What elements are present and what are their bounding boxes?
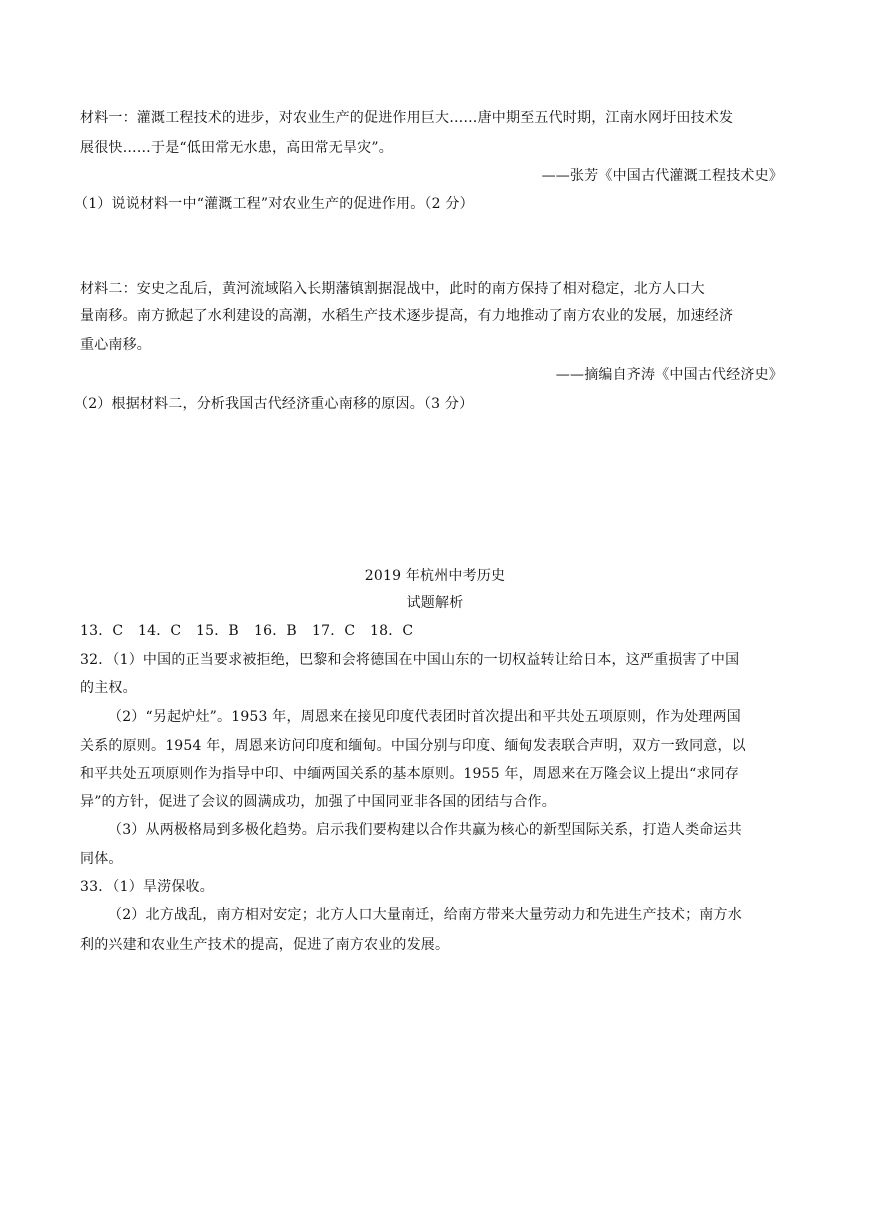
choice-answer: 16．B xyxy=(254,623,297,639)
q32-p2-line4: 异”的方针，促进了会议的圆满成功，加强了中国同亚非各国的团结与合作。 xyxy=(80,794,556,810)
material1-line2: 展很快……于是“低田常无水患，高田常无旱灾”。 xyxy=(80,140,393,156)
material2-line3: 重心南移。 xyxy=(80,337,151,353)
answer-title: 2019 年杭州中考历史 xyxy=(364,568,506,584)
q33-p2-line1: （2）北方战乱，南方相对安定；北方人口大量南迁，给南方带来大量劳动力和先进生产技术；南方水 xyxy=(108,907,742,923)
question1: （1）说说材料一中“灌溉工程”对农业生产的促进作用。（2 分） xyxy=(74,196,474,212)
choice-answer: 13．C xyxy=(80,623,124,639)
choice-answer: 18．C xyxy=(370,623,414,639)
choice-answers xyxy=(80,621,790,641)
material2-line1: 材料二：安史之乱后，黄河流域陷入长期藩镇割据混战中，此时的南方保持了相对稳定，北方人口大 xyxy=(80,281,705,297)
answer-subtitle: 试题解析 xyxy=(406,595,464,611)
q32-p1-line1: 32．（1）中国的正当要求被拒绝，巴黎和会将德国在中国山东的一切权益转让给日本，这严重损害了中国 xyxy=(80,652,740,668)
q32-p2-line3: 和平共处五项原则作为指导中印、中缅两国关系的基本原则。1955 年，周恩来在万隆会议上提出“求同存 xyxy=(80,766,740,782)
q32-p3-line2: 同体。 xyxy=(80,851,123,867)
q33-p2-line2: 利的兴建和农业生产技术的提高，促进了南方农业的发展。 xyxy=(80,937,450,953)
material2-line2: 量南移。南方掀起了水利建设的高潮，水稻生产技术逐步提高，有力地推动了南方农业的发展，加速经济 xyxy=(80,308,734,324)
choice-answer: 15．B xyxy=(196,623,239,639)
q32-p2-line1: （2）“另起炉灶”。1953 年，周恩来在接见印度代表团时首次提出和平共处五项原则，作为处理两国 xyxy=(108,709,741,725)
question2: （2）根据材料二，分析我国古代经济重心南移的原因。（3 分） xyxy=(74,396,474,412)
choice-answer: 14．C xyxy=(138,623,182,639)
q32-p2-line2: 关系的原则。1954 年，周恩来访问印度和缅甸。中国分别与印度、缅甸发表联合声明，双方一致同意，以 xyxy=(80,738,746,754)
q32-p1-line2: 的主权。 xyxy=(80,680,137,696)
material1-source: ——张芳《中国古代灌溉工程技术史》 xyxy=(541,168,783,184)
choice-answer: 17．C xyxy=(312,623,356,639)
q32-p3-line1: （3）从两极格局到多极化趋势。启示我们要构建以合作共赢为核心的新型国际关系，打造人类命运共 xyxy=(108,822,742,838)
material1-line1: 材料一：灌溉工程技术的进步，对农业生产的促进作用巨大……唐中期至五代时期，江南水网圩田技术发 xyxy=(80,110,734,126)
q33-p1: 33．（1）旱涝保收。 xyxy=(80,879,214,895)
material2-source: ——摘编自齐涛《中国古代经济史》 xyxy=(555,367,783,383)
